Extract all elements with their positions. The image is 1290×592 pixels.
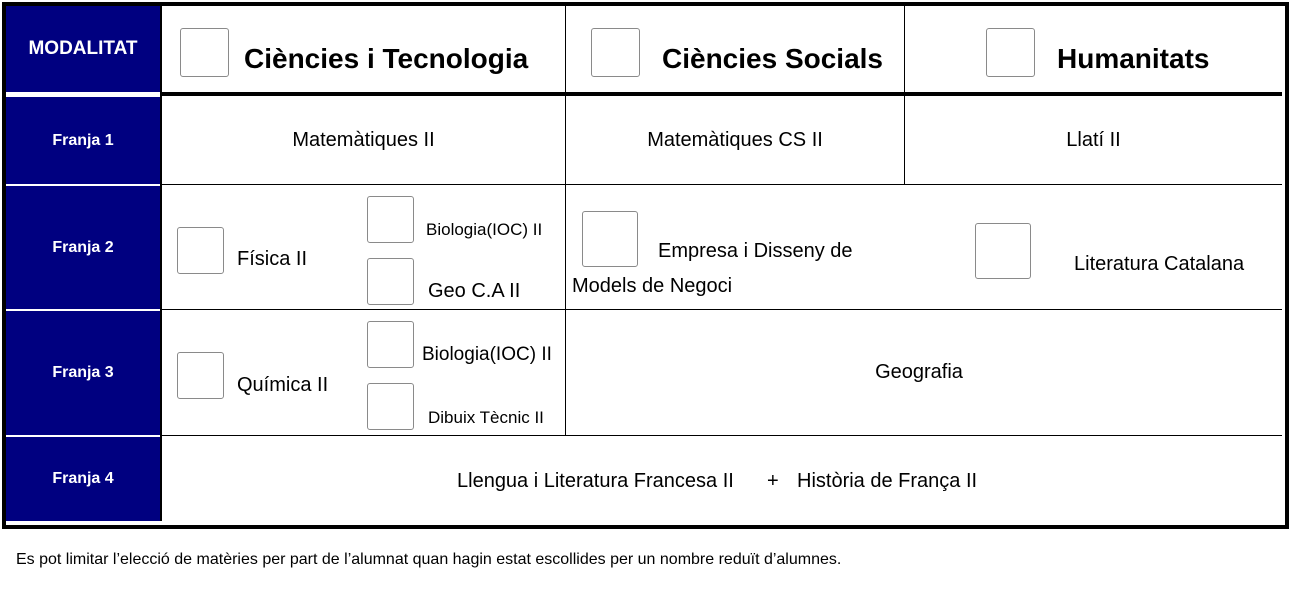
franja2-label: Franja 2	[52, 238, 114, 256]
matematiques-label: Matemàtiques II	[292, 128, 435, 151]
row-divider-3	[160, 435, 1282, 436]
checkbox-dibuix[interactable]	[367, 383, 414, 430]
cell-matematiques-cs	[566, 96, 904, 184]
modalitat-header	[6, 6, 160, 92]
biologia-f3-label: Biologia(IOC) II	[422, 344, 552, 365]
column-divider-left	[160, 6, 162, 521]
francesa-label: Llengua i Literatura Francesa II	[457, 470, 734, 492]
checkbox-geo[interactable]	[367, 258, 414, 305]
plus-sign: +	[767, 470, 779, 492]
franja4-label: Franja 4	[52, 470, 114, 487]
checkbox-literatura[interactable]	[975, 223, 1031, 279]
literatura-label: Literatura Catalana	[1074, 253, 1245, 275]
quimica-label: Química II	[237, 374, 329, 396]
checkbox-humanitats[interactable]	[986, 28, 1035, 77]
checkbox-biologia-f2[interactable]	[367, 196, 414, 243]
row-header-franja1	[6, 97, 160, 184]
column-header-socials: Ciències Socials	[662, 43, 884, 74]
modalitat-label: MODALITAT	[28, 38, 138, 59]
checkbox-socials[interactable]	[591, 28, 640, 77]
row-divider-1	[160, 184, 1282, 185]
checkbox-quimica[interactable]	[177, 352, 224, 399]
row-header-franja2	[6, 186, 160, 309]
checkbox-ciencies[interactable]	[180, 28, 229, 77]
empresa-label-line1: Empresa i Disseny de	[658, 240, 853, 262]
checkbox-empresa[interactable]	[582, 211, 638, 267]
row-header-franja4	[6, 437, 160, 521]
fisica-label: Física II	[237, 248, 308, 270]
row-header-franja3	[6, 311, 160, 435]
geografia-label: Geografia	[875, 361, 963, 383]
franja1-label: Franja 1	[52, 131, 114, 149]
matematiques-cs-label: Matemàtiques CS II	[647, 128, 823, 151]
geo-label: Geo C.A II	[428, 280, 521, 302]
franja3-label: Franja 3	[52, 364, 114, 381]
cell-matematiques	[162, 96, 565, 184]
biologia-f2-label: Biologia(IOC) II	[426, 220, 543, 239]
column-header-ciencies: Ciències i Tecnologia	[244, 43, 529, 74]
historia-label: Història de França II	[797, 470, 978, 492]
checkbox-fisica[interactable]	[177, 227, 224, 274]
cell-geografia	[566, 310, 1282, 435]
llati-label: Llatí II	[1066, 128, 1121, 151]
dibuix-label: Dibuix Tècnic II	[428, 408, 544, 427]
footnote: Es pot limitar l’elecció de matèries per part de l’alumnat quan hagin estat escollides per un nombre reduït d’alumnes.	[16, 551, 842, 568]
empresa-label-line2: Models de Negoci	[572, 275, 733, 297]
checkbox-biologia-f3[interactable]	[367, 321, 414, 368]
cell-llati	[905, 96, 1282, 184]
column-header-humanitats: Humanitats	[1057, 43, 1210, 74]
